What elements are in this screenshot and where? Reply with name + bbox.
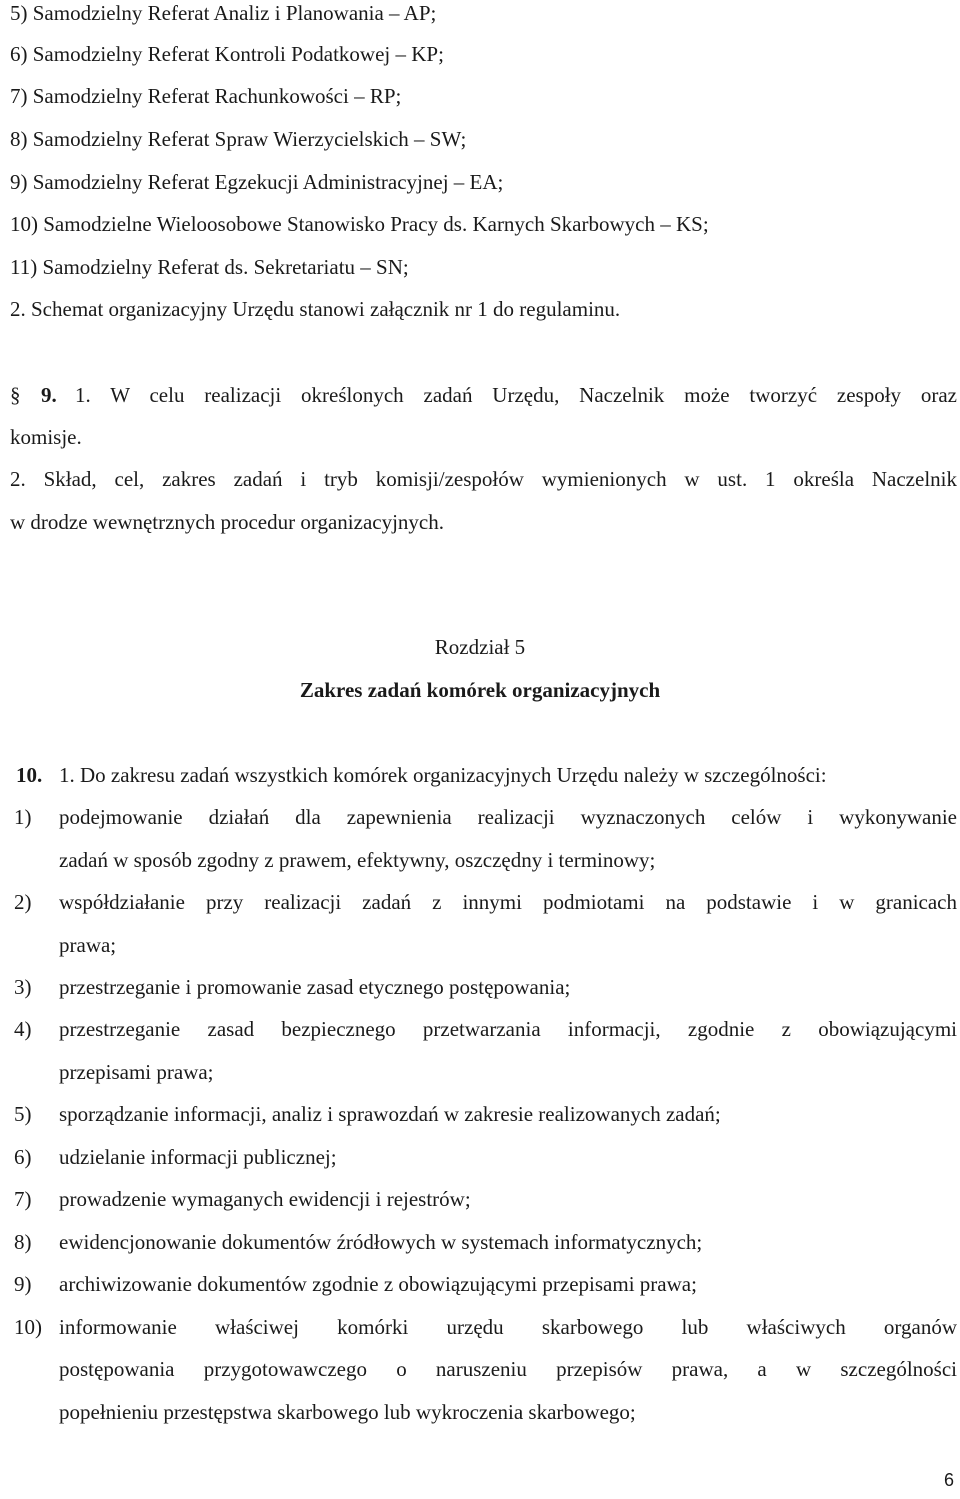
section-10-intro: 1. Do zakresu zadań wszystkich komórek organizacyjnych Urzędu należy w szczególności: [59, 763, 827, 787]
chapter-title: Zakres zadań komórek organizacyjnych [299, 678, 661, 702]
list-item: 5) Samodzielny Referat Analiz i Planowania – AP; [10, 1, 437, 25]
item-text: przestrzeganie i promowanie zasad etycznego postępowania; [59, 975, 571, 999]
item-text: prowadzenie wymaganych ewidencji i rejestrów; [59, 1187, 471, 1211]
item-number: 6) [14, 1145, 32, 1169]
section-9-p1-line2: komisje. [10, 425, 82, 449]
paragraph-2: 2. Schemat organizacyjny Urzędu stanowi załącznik nr 1 do regulaminu. [10, 297, 621, 321]
section-9-p1-line1: 1. W celu realizacji określonych zadań Urzędu, Naczelnik może tworzyć zespoły oraz [75, 383, 957, 407]
item-text: zadań w sposób zgodny z prawem, efektywny, oszczędny i terminowy; [59, 848, 656, 872]
item-text: popełnieniu przestępstwa skarbowego lub wykroczenia skarbowego; [59, 1400, 636, 1424]
list-item: 10) Samodzielne Wieloosobowe Stanowisko Pracy ds. Karnych Skarbowych – KS; [10, 212, 709, 236]
item-text: postępowania przygotowawczego o naruszeniu przepisów prawa, a w szczególności [59, 1357, 957, 1381]
item-number: 2) [14, 890, 32, 914]
list-item: 9) Samodzielny Referat Egzekucji Administracyjnej – EA; [10, 170, 504, 194]
item-number: 7) [14, 1187, 32, 1211]
item-text: archiwizowanie dokumentów zgodnie z obowiązującymi przepisami prawa; [59, 1272, 697, 1296]
page-number: 6 [943, 1470, 954, 1490]
item-text: ewidencjonowanie dokumentów źródłowych w systemach informatycznych; [59, 1230, 703, 1254]
section-9-p2-line1: 2. Skład, cel, zakres zadań i tryb komisji/zespołów wymienionych w ust. 1 określa Naczelnik [10, 467, 957, 491]
item-number: 8) [14, 1230, 32, 1254]
item-number: 9) [14, 1272, 32, 1296]
list-item: 6) Samodzielny Referat Kontroli Podatkowej – KP; [10, 42, 444, 66]
item-number: 10) [14, 1315, 42, 1339]
section-9-label: 9. [41, 383, 57, 407]
section-10-label: 10. [16, 763, 43, 787]
item-text: współdziałanie przy realizacji zadań z innymi podmiotami na podstawie i w granicach [59, 890, 957, 914]
list-item: 11) Samodzielny Referat ds. Sekretariatu – SN; [10, 255, 409, 279]
item-number: 1) [14, 805, 32, 829]
item-text: sporządzanie informacji, analiz i sprawozdań w zakresie realizowanych zadań; [59, 1102, 721, 1126]
item-text: prawa; [59, 933, 117, 957]
list-item: 7) Samodzielny Referat Rachunkowości – RP; [10, 84, 402, 108]
item-text: przestrzeganie zasad bezpiecznego przetwarzania informacji, zgodnie z obowiązującymi [59, 1017, 957, 1041]
item-text: podejmowanie działań dla zapewnienia realizacji wyznaczonych celów i wykonywanie [59, 805, 957, 829]
section-sign: § [10, 383, 21, 407]
item-number: 3) [14, 975, 32, 999]
chapter-number: Rozdział 5 [434, 635, 526, 659]
item-number: 4) [14, 1017, 32, 1041]
item-text: informowanie właściwej komórki urzędu skarbowego lub właściwych organów [59, 1315, 957, 1339]
item-text: udzielanie informacji publicznej; [59, 1145, 337, 1169]
section-9-p2-line2: w drodze wewnętrznych procedur organizacyjnych. [10, 510, 445, 534]
list-item: 8) Samodzielny Referat Spraw Wierzycielskich – SW; [10, 127, 467, 151]
item-number: 5) [14, 1102, 32, 1126]
item-text: przepisami prawa; [59, 1060, 214, 1084]
